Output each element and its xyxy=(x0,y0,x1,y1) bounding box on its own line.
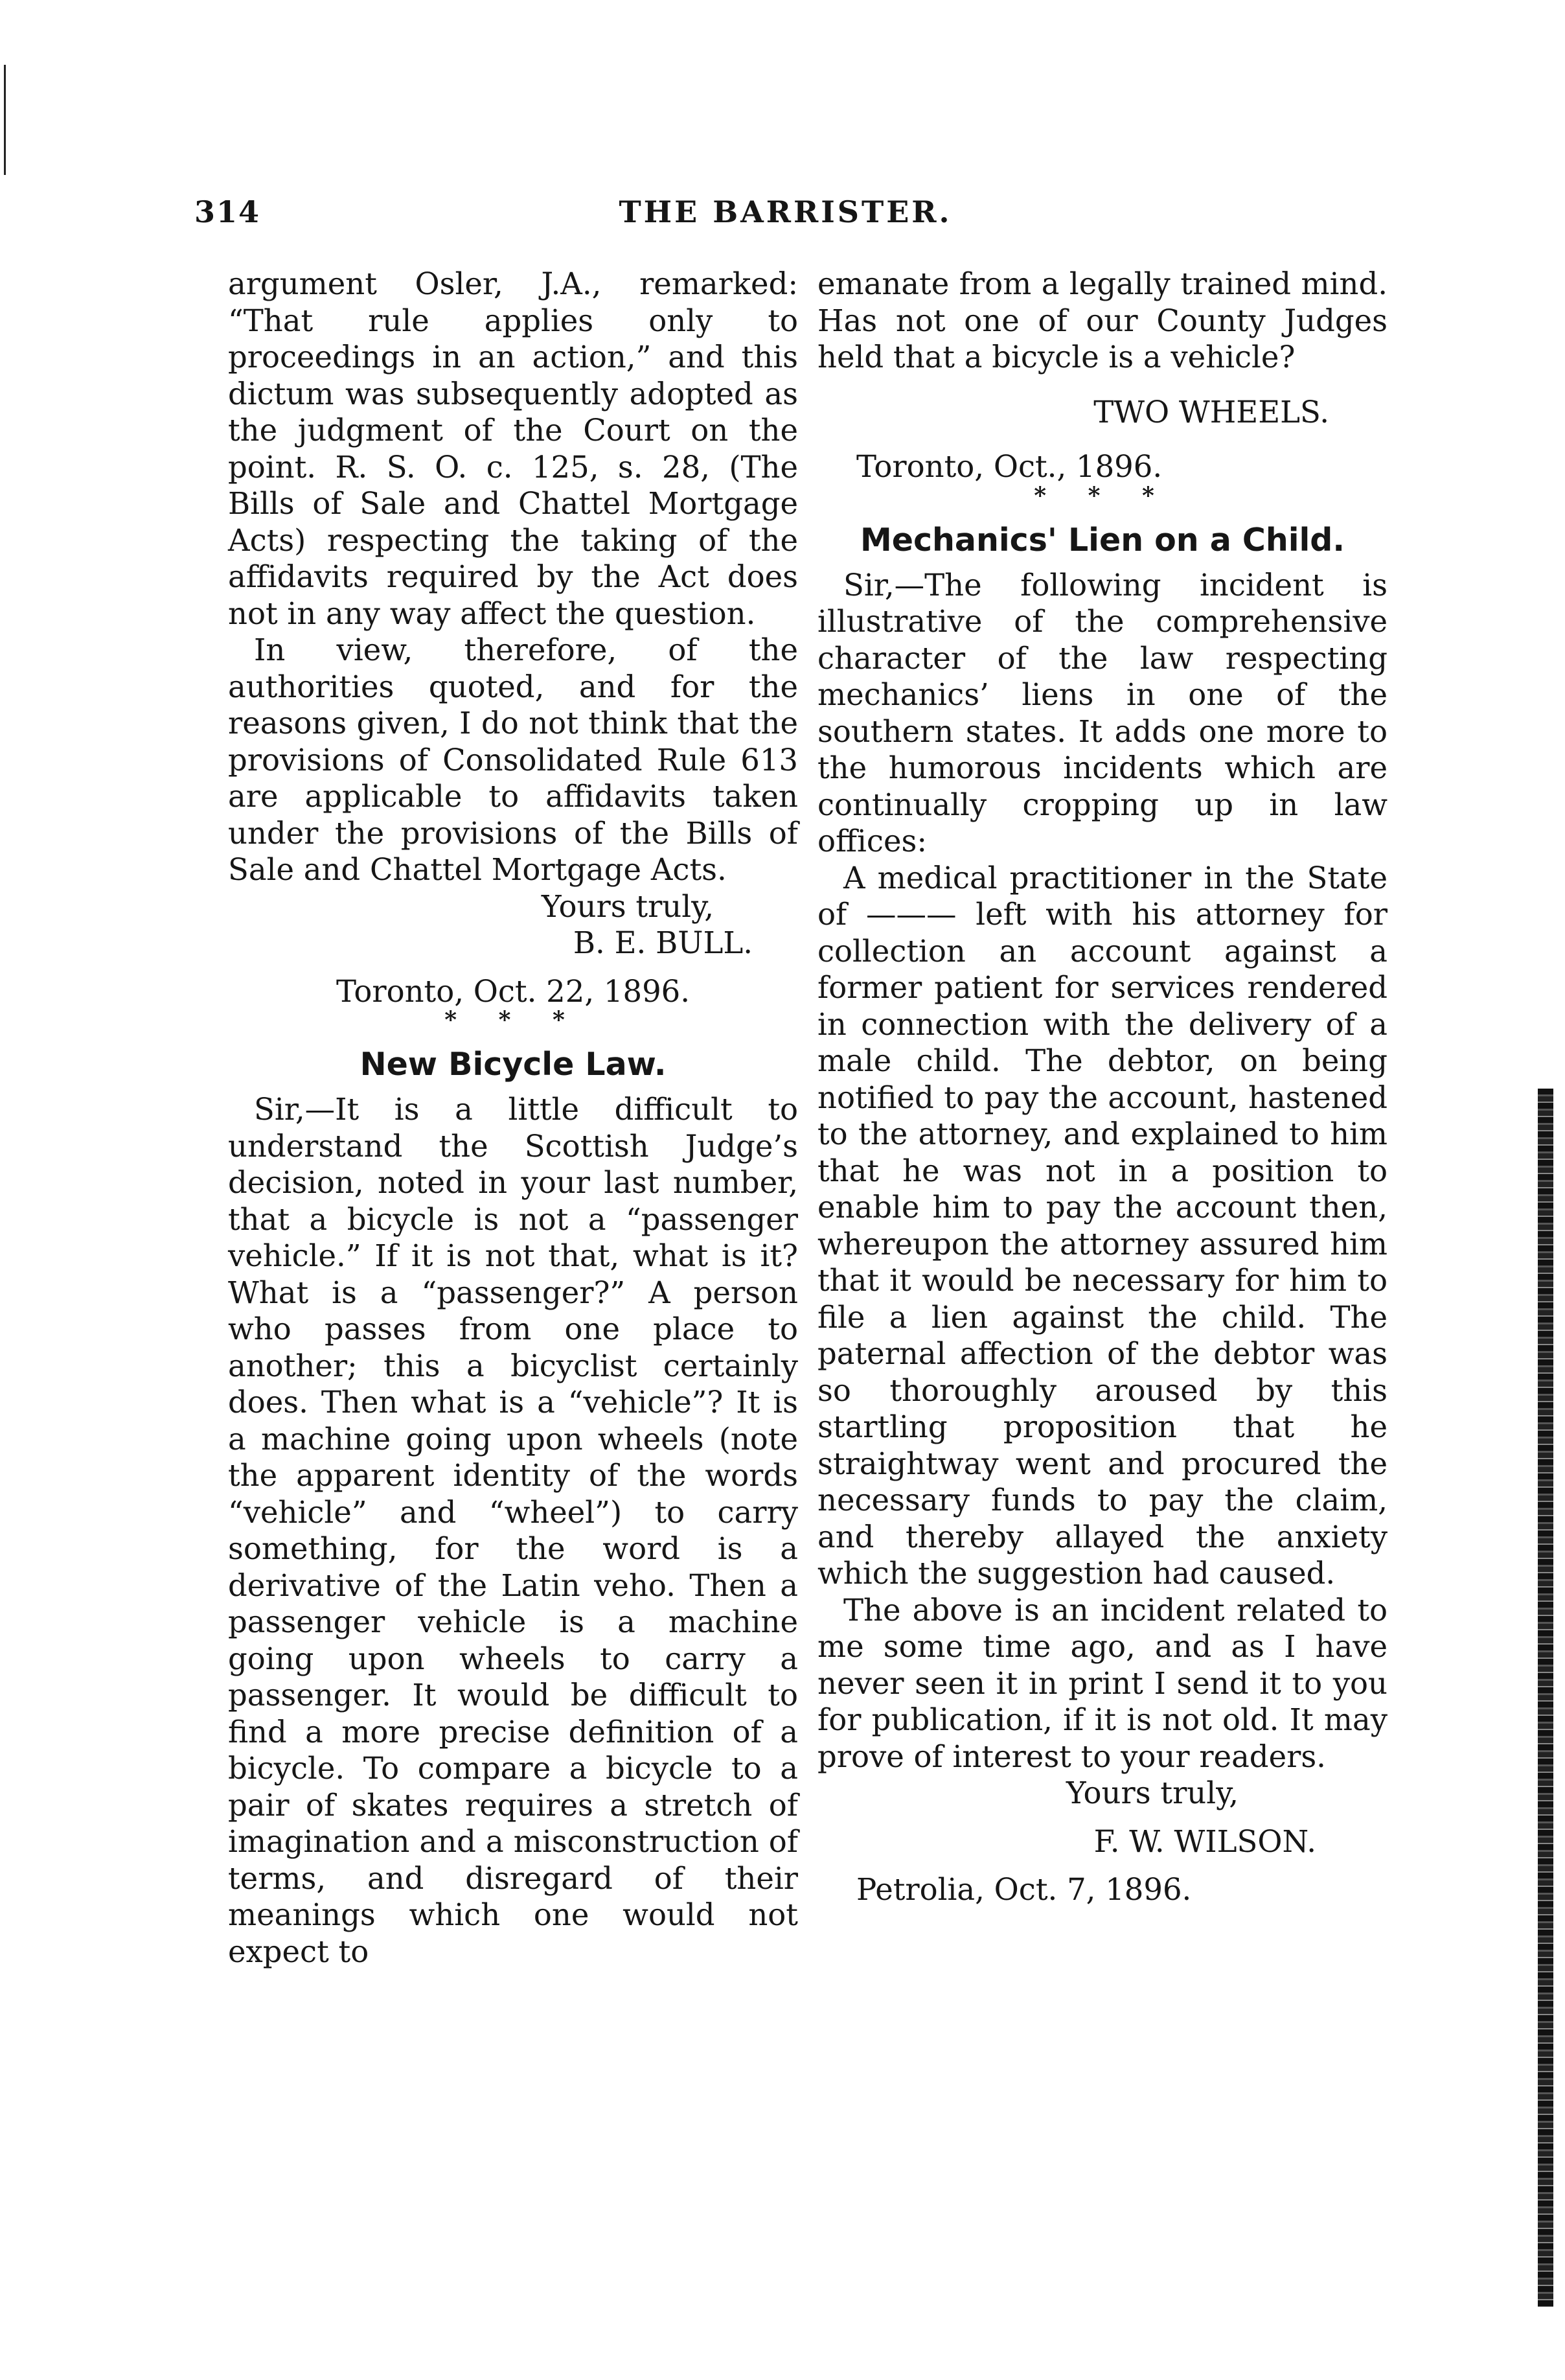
article-paragraph: Sir,—It is a little difficult to understand the Scottish Judge’s decision, noted in your last number, that a bicycle is not a “passenger vehicle.” If it is not that, what is it? What is a “passenger?” A person who passes from one place to another; this a bicyclist certainly does. Then what is a “vehicle”? It is a machine going upon wheels (note the apparent identity of the words “vehicle” and “wheel”) to carry something, for the word is a derivative of the Latin veho. Then a passenger vehicle is a machine going upon wheels to carry a passenger. It would be difficult to find a more precise definition of a bicycle. To compare a bicycle to a pair of skates requires a stretch of imagination and a misconstruction of terms, and disregard of their meanings which one would not expect to xyxy=(228,1092,798,1969)
section-separator: * * * xyxy=(1034,481,1171,509)
scan-edge-strip xyxy=(1538,1089,1553,2307)
letter-paragraph: argument Osler, J.A., remarked: “That rule applies only to proceedings in an action,” and this dictum was subsequently adopted as the judgment of the Court on the point. R. S. O. c. 125, s. 28, (The Bills of Sale and Chattel Mortgage Acts) respecting the taking of the affidavits required by the Act does not in any way affect the question. xyxy=(228,266,798,631)
section-separator: * * * xyxy=(444,1006,582,1034)
signature: B. E. BULL. xyxy=(573,925,753,960)
closing-line: Yours truly, xyxy=(541,888,714,924)
right-column xyxy=(817,266,1388,1908)
signature: F. W. WILSON. xyxy=(1093,1823,1316,1859)
running-title: THE BARRISTER. xyxy=(619,194,952,229)
article-paragraph: Sir,—The following incident is illustrative of the comprehensive character of the law respecting mechanics’ liens in one of the southern states. It adds one more to the humorous incidents which are continually cropping up in law offices: xyxy=(817,567,1388,859)
closing-line: Yours truly, xyxy=(1066,1775,1239,1810)
signature: TWO WHEELS. xyxy=(1093,394,1329,430)
letter-paragraph: In view, therefore, of the authorities quoted, and for the reasons given, I do not think that the provisions of Consolidated Rule 613 are applicable to affidavits taken under the provisions of the Bills of Sale and Chattel Mortgage Acts. xyxy=(228,632,798,887)
article-heading: New Bicycle Law. xyxy=(360,1046,667,1083)
article-paragraph: emanate from a legally trained mind. Has not one of our County Judges held that a bicycle is a vehicle? xyxy=(817,266,1388,375)
dateline: Petrolia, Oct. 7, 1896. xyxy=(856,1872,1192,1907)
dateline: Toronto, Oct., 1896. xyxy=(856,449,1163,484)
article-paragraph: A medical practitioner in the State of ——— left with his attorney for collection an account against a former patient for services rendered in connection with the delivery of a male child. The debtor, on being notified to pay the account, hastened to the attorney, and explained to him that he was not in a position to enable him to pay the account then, whereupon the attorney assured him that it would be necessary for him to file a lien against the child. The paternal affection of the debtor was so thoroughly aroused by this startling proposition that he straightway went and procured the necessary funds to pay the claim, and thereby allayed the anxiety which the suggestion had caused. xyxy=(817,860,1388,1591)
page-number: 314 xyxy=(194,194,261,229)
article-heading: Mechanics' Lien on a Child. xyxy=(860,521,1345,559)
left-column xyxy=(228,266,798,1970)
scan-edge-mark xyxy=(4,65,6,175)
dateline: Toronto, Oct. 22, 1896. xyxy=(336,973,691,1009)
article-paragraph: The above is an incident related to me some time ago, and as I have never seen it in print I send it to you for publication, if it is not old. It may prove of interest to your readers. xyxy=(817,1592,1388,1774)
page-header xyxy=(194,194,1377,240)
